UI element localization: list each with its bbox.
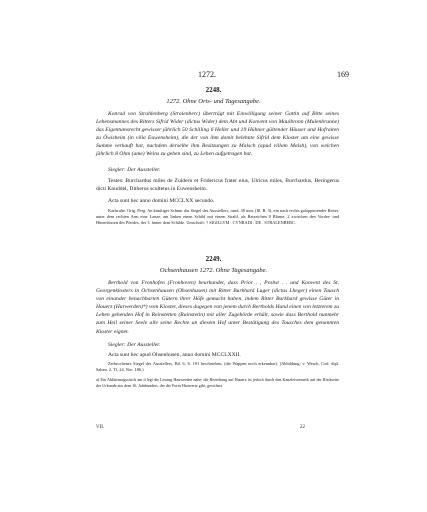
document-number: 2249.: [205, 255, 222, 263]
document-dateline: Ochsenhausen 1272. Ohne Tagesangabe.: [159, 267, 268, 274]
document-acta: [96, 351, 339, 359]
document-siegler: [96, 341, 339, 349]
siegler-text: Siegler: Der Aussteller.: [108, 167, 161, 173]
footnote: [96, 377, 339, 389]
running-header: [0, 70, 427, 82]
testes-text: Testes: Burchardus miles de Zuldern et Fridericus frater eius, Ulricus miles, Burchardus, Beringerus dicti Knuddel, Ditherus scultetus in Euwensheim.: [96, 178, 339, 193]
regest-text: Berthold von Fronhofen (Fronhoven) beurkundet, dass Prior . , Probst . . und Konvent des St. Georgenklosters in Ochsenhausen (Ohsenhusen) mit Ritter Burkhard Luger (dictus Lheger) einen Tausch von einander benachbarten Gütern ihrer Höfe gemacht haben, indem Ritter Burkhard gewisse Güter in Hauerz (Hurwerden)*) vom Kloster, dieses dagegen von jenem durch Bertholds Hand einen von letzterem zu Lehen gehenden Hof in Reinstetten (Rainstetin) mit aller Zugehörde erhält, sowie dass Berthold nunmehr zum Heil seiner Seele alle seine Rechte an diesem Hof unter Bestätigung des Tausches dem genannten Kloster eignet.: [96, 280, 339, 335]
document-testes: [96, 177, 339, 193]
archive-note-text: Karlsruhe. Orig. Perg. An künftiger Schnur das Siegel des Ausstellers, rund, 38 mm, (Ill. B. 3): ein nach rechts galoppierender Reiter, unter dem rechten Arm eine Lanze, am linken einen Schild mit einem Strahl, als Beizeichen 8 Blume; 2 zwischen den Vorder- und Hinterfüssen des Pferdes, der 3. hinter dem Schilde. Umschrift: † SIGILLVM . CVNRADI . DE . STRALENBERC.: [96, 208, 339, 225]
document-archive-note: [96, 208, 339, 226]
document-siegler: [96, 166, 339, 174]
document-dateline: 1272. Ohne Orts- und Tagesangabe.: [166, 98, 261, 105]
regest-text: Konrad von Strahlenberg (Stralenberc) überträgt mit Einwilligung seiner Gattin auf Bitte seines Lehensmannes des Ritters Sifrid Wider (dictus Wider) dem Abt und Konvent von Maulbronn (Mulenbrunne) das Eigentumsrecht gewisser jährlich 50 Schilling 6 Heller und 19 Hühner gültender Häuser und Hofraiten zu Öwisheim (in villa Euwensheim), die der von ihm damit belehnte Sifrid dem Kloster um eine gewisse Summe verkauft hat, nachdem derselbe ihm Besitzungen zu Malsch (apud villam Malsh), von welchen jährlich 8 Ohm (ame) Weins zu geben sind, zu Lehen aufgetragen hat.: [96, 111, 339, 158]
footnote-text: a) Ein Abkürzungsstrich am d legt die Lesung Hauwerden nahe; die Beziehung auf Hauerz ist jedoch durch den Kanzleivermerk auf der Rückseite der Urkunde aus dem 16. Jahrhundert, der die Form Hauwertz gibt, gesichert.: [96, 377, 339, 388]
archive-note-text: Zerbrochenes Siegel des Ausstellers, Bd. 6, S. 191 beschrieben, (die Wappen noch erkennbar). (Abbildung: v. Wesch, Cod. dipl. Salem. 2, Tf. 24, Nro. 186.): [96, 361, 339, 372]
siegler-text: Siegler: Der Aussteller.: [108, 342, 161, 348]
signature-mark: VII.: [96, 425, 105, 430]
acta-text: Acta sunt hec anno domini MCCLXX secundo.: [108, 198, 215, 204]
document-regest: [96, 110, 339, 159]
acta-text: Acta sunt hec apud Ohsenhusen, anno domini MCCLXXII.: [108, 352, 241, 358]
page-number: 169: [337, 70, 349, 79]
header-year: 1272.: [198, 70, 216, 79]
document-archive-note: [96, 361, 339, 373]
document-number: 2248.: [205, 86, 222, 94]
document-acta: [96, 197, 339, 205]
document-regest: [96, 279, 339, 336]
sheet-number: 22: [300, 425, 305, 430]
